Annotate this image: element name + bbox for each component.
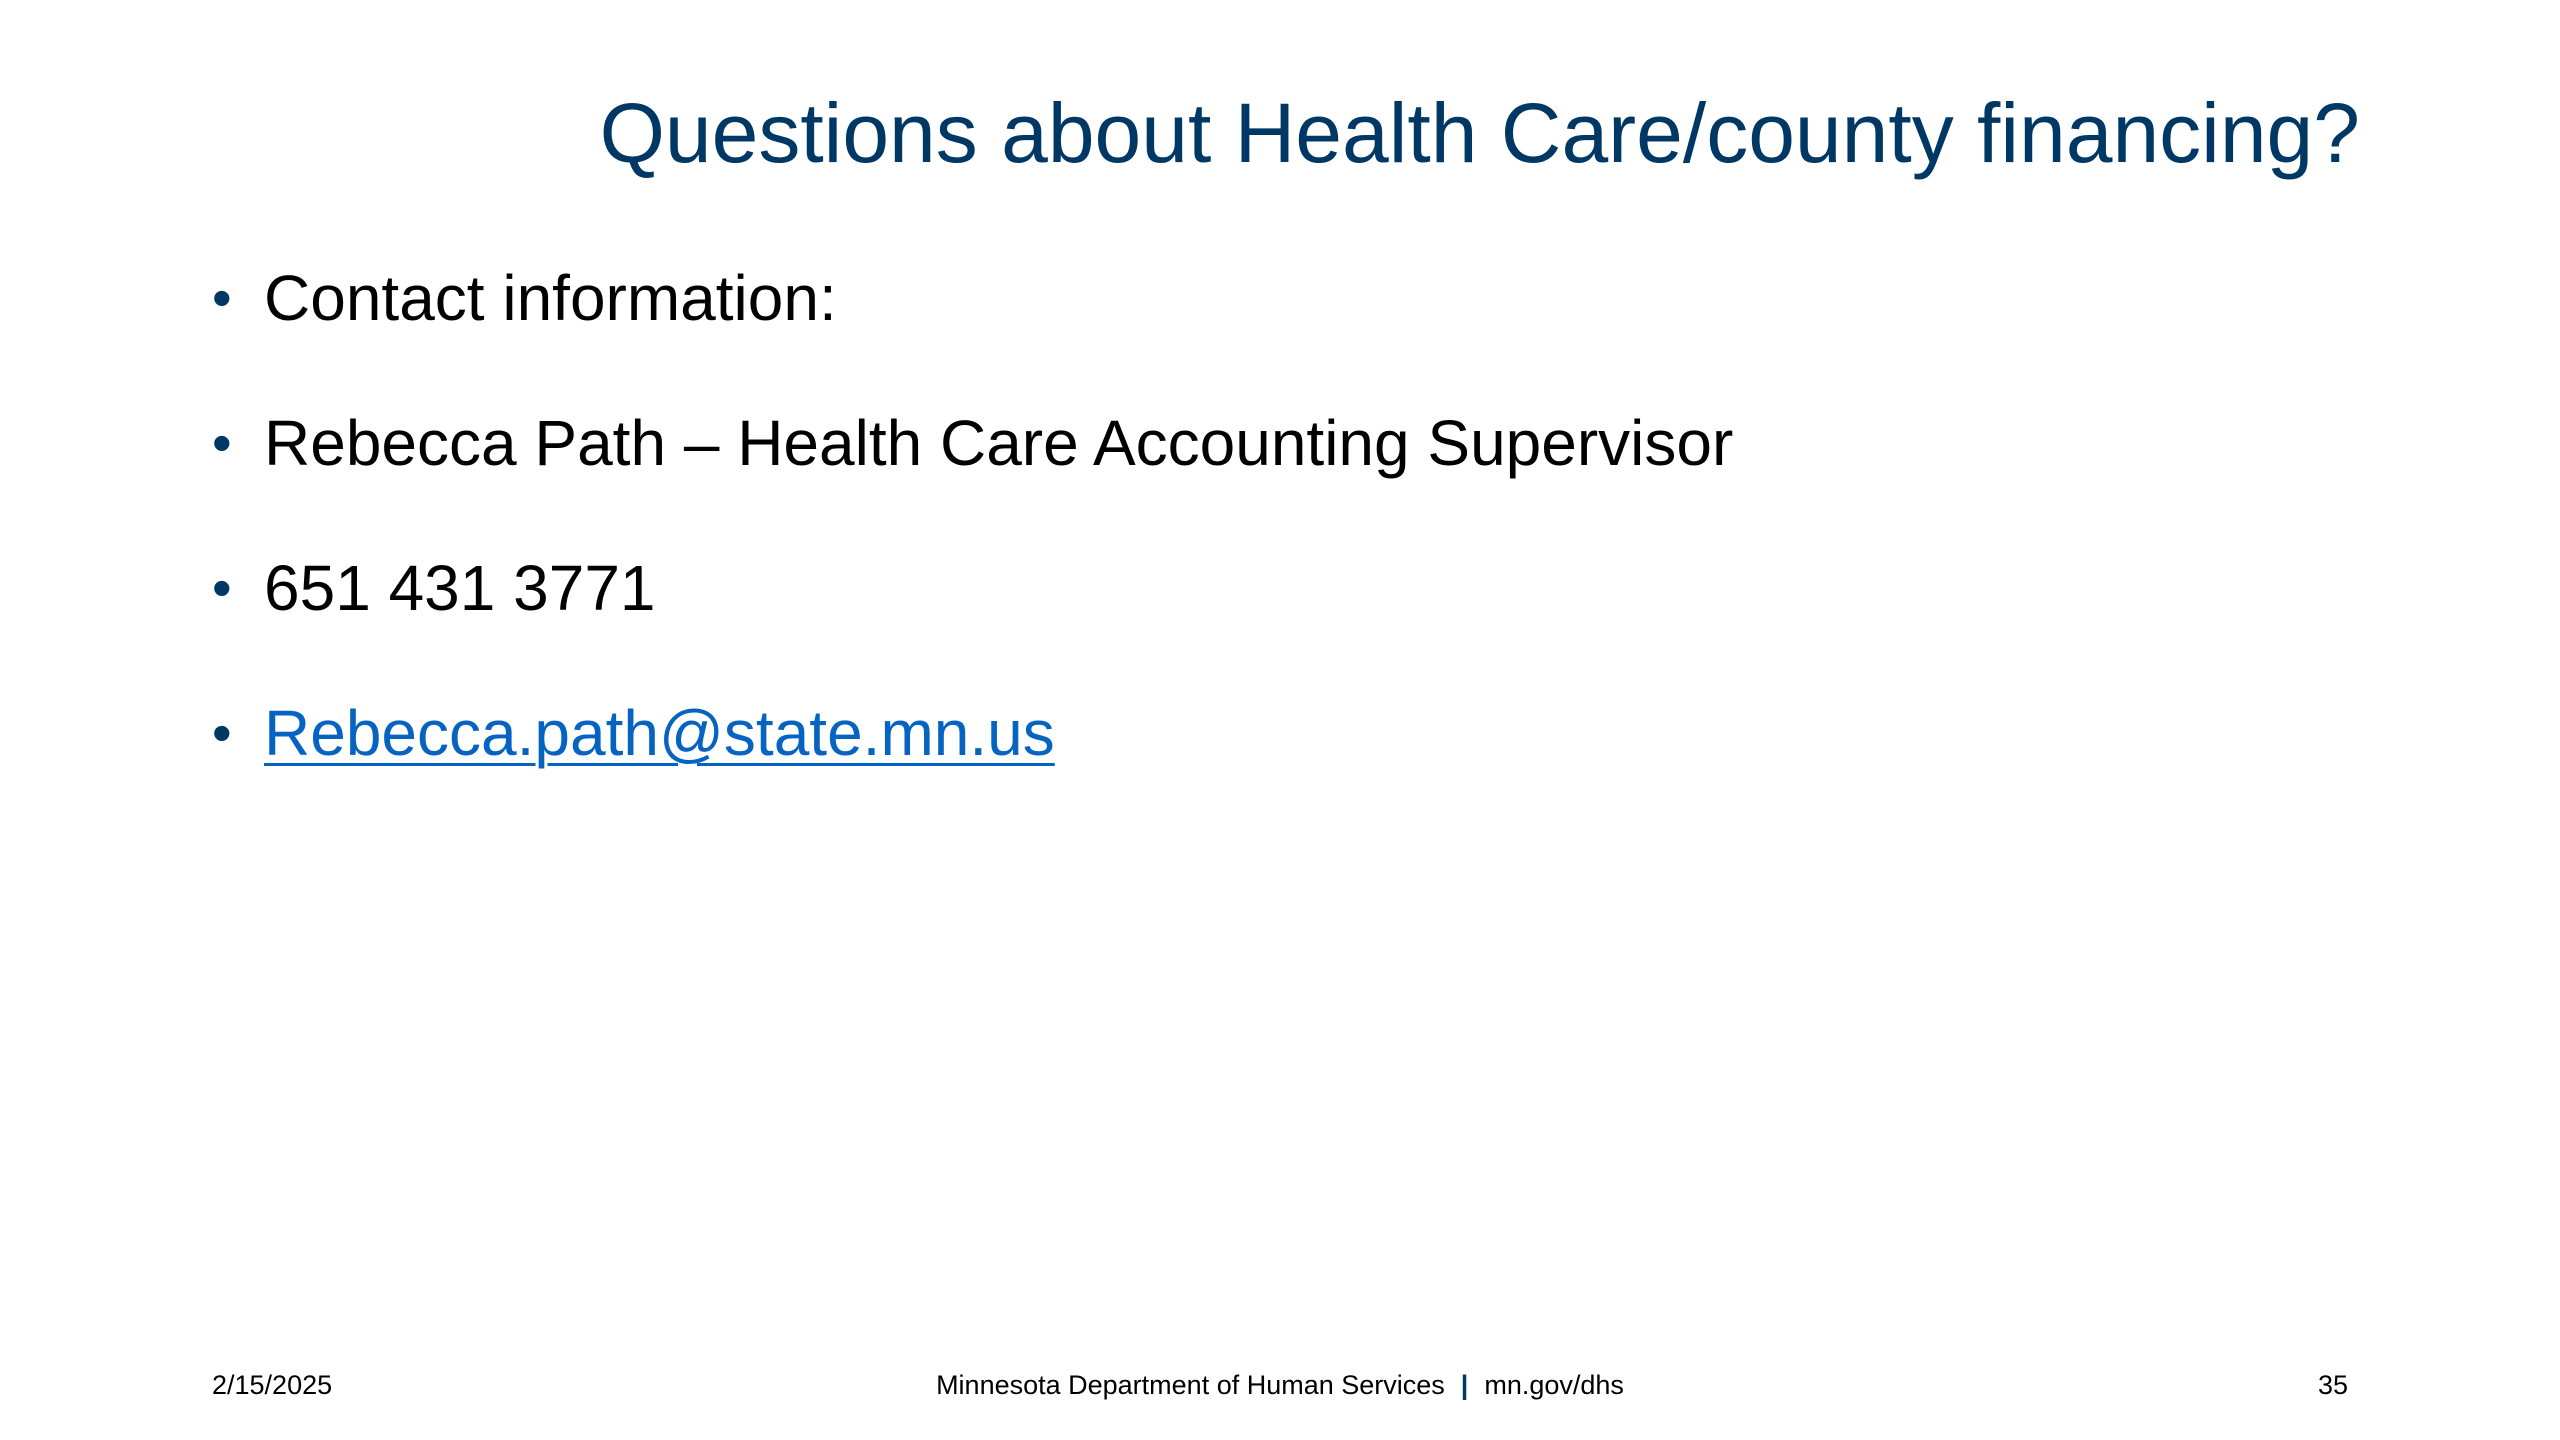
bullet-list	[212, 262, 1734, 845]
bullet-phone	[212, 552, 1733, 624]
footer-center	[212, 1365, 2348, 1405]
bullet-icon: •	[212, 701, 232, 764]
bullet-contact-name	[212, 407, 1734, 479]
bullet-icon: •	[212, 266, 232, 329]
bullet-text: Contact information:	[264, 262, 837, 334]
bullet-text: Rebecca Path – Health Care Accounting Supervisor	[264, 407, 1734, 479]
footer-org: Minnesota Department of Human Services	[936, 1370, 1445, 1400]
footer-date: 2/15/2025	[212, 1370, 333, 1400]
slide-title: Questions about Health Care/county financing?	[599, 86, 2360, 180]
phone-number: 651 431 3771	[264, 552, 656, 624]
page-number: 35	[2317, 1370, 2348, 1400]
bullet-icon: •	[212, 411, 232, 474]
bullet-icon: •	[212, 556, 232, 619]
bullet-email	[212, 697, 1733, 769]
bullet-contact-heading	[212, 262, 1733, 334]
footer-separator: |	[1460, 1370, 1469, 1400]
email-link[interactable]: Rebecca.path@state.mn.us	[264, 697, 1055, 769]
footer-site: mn.gov/dhs	[1484, 1370, 1624, 1400]
slide-footer	[212, 1365, 2348, 1405]
